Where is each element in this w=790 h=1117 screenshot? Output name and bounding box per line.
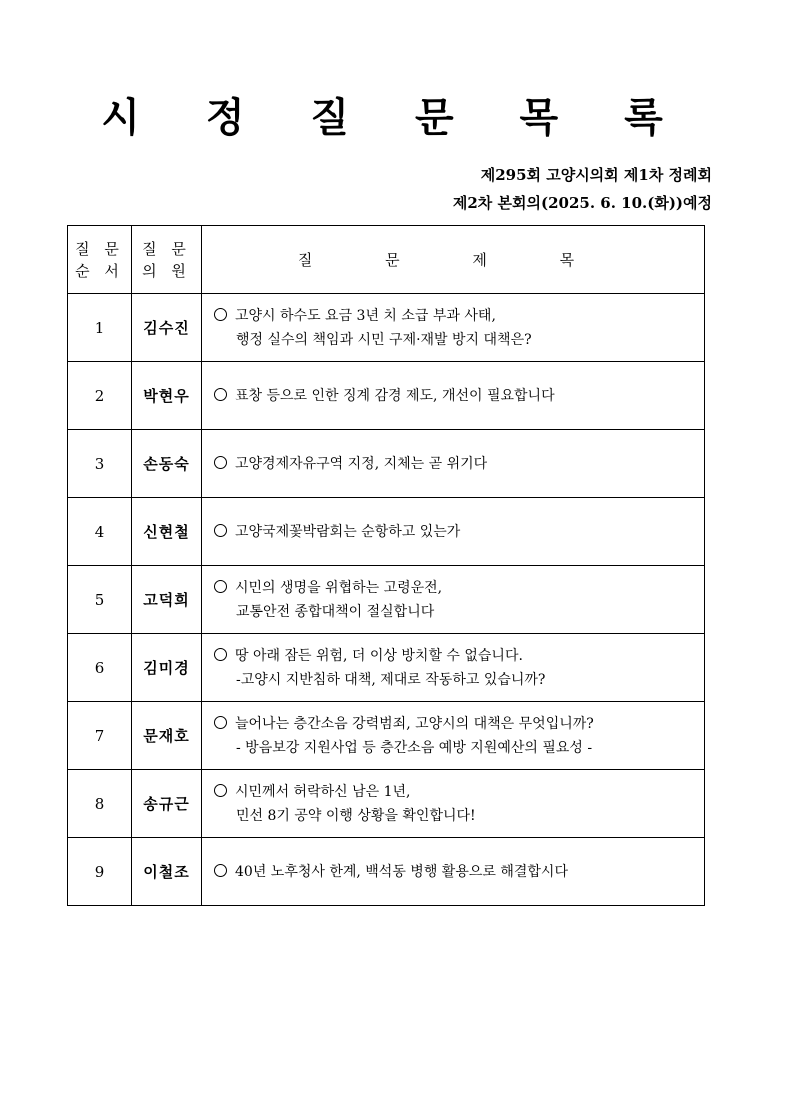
question-title (202, 566, 705, 634)
table-row (68, 294, 705, 362)
member-name: 송규근 (132, 770, 202, 838)
circle-bullet-icon (214, 580, 227, 593)
circle-bullet-icon (214, 388, 227, 401)
question-number: 7 (68, 702, 132, 770)
question-number: 9 (68, 838, 132, 906)
meeting-date: 제2차 본회의(2025. 6. 10.(화))예정 (452, 194, 712, 212)
header-order-line1: 질 문 (75, 239, 124, 258)
header-member-line2: 의 원 (142, 261, 191, 280)
member-name: 신현철 (132, 498, 202, 566)
question-number: 1 (68, 294, 132, 362)
question-title-line: 고양시 하수도 요금 3년 치 소급 부과 사태, (214, 304, 704, 328)
header-order-line2: 순 서 (75, 261, 124, 280)
table-header-row (68, 226, 705, 294)
table-row (68, 702, 705, 770)
circle-bullet-icon (214, 308, 227, 321)
header-member-line1: 질 문 (142, 239, 191, 258)
header-question-title: 질 문 제 목 (202, 226, 705, 294)
question-title-line: 교통안전 종합대책이 절실합니다 (236, 603, 435, 620)
table-row (68, 362, 705, 430)
table-row (68, 770, 705, 838)
question-title-line: -고양시 지반침하 대책, 제대로 작동하고 있습니까? (236, 671, 546, 688)
question-title-line: 시민의 생명을 위협하는 고령운전, (214, 576, 704, 600)
question-number: 4 (68, 498, 132, 566)
question-number: 3 (68, 430, 132, 498)
question-number: 5 (68, 566, 132, 634)
table-row (68, 498, 705, 566)
circle-bullet-icon (214, 524, 227, 537)
circle-bullet-icon (214, 784, 227, 797)
circle-bullet-icon (214, 864, 227, 877)
question-title (202, 838, 705, 906)
table-row (68, 838, 705, 906)
question-number: 2 (68, 362, 132, 430)
session-name: 제295회 고양시의회 제1차 정례회 (480, 166, 712, 184)
header-question-order (68, 226, 132, 294)
question-list-table (67, 225, 705, 906)
question-title (202, 634, 705, 702)
table-row (68, 634, 705, 702)
member-name: 문재호 (132, 702, 202, 770)
member-name: 고덕희 (132, 566, 202, 634)
question-title-line: 땅 아래 잠든 위험, 더 이상 방치할 수 없습니다. (214, 644, 704, 668)
question-title-line: 민선 8기 공약 이행 상황을 확인합니다! (236, 807, 476, 824)
question-title-line: - 방음보강 지원사업 등 층간소음 예방 지원예산의 필요성 - (236, 739, 593, 756)
question-title-line: 고양경제자유구역 지정, 지체는 곧 위기다 (214, 452, 704, 476)
question-number: 8 (68, 770, 132, 838)
question-title (202, 770, 705, 838)
question-title (202, 430, 705, 498)
member-name: 손동숙 (132, 430, 202, 498)
question-title-line: 행정 실수의 책임과 시민 구제·재발 방지 대책은? (236, 331, 532, 348)
member-name: 김수진 (132, 294, 202, 362)
question-title (202, 362, 705, 430)
document-title: 시 정 질 문 목 록 (101, 94, 689, 141)
question-title-line: 40년 노후청사 한계, 백석동 병행 활용으로 해결합시다 (214, 860, 704, 884)
question-title (202, 294, 705, 362)
question-title-line: 늘어나는 층간소음 강력범죄, 고양시의 대책은 무엇입니까? (214, 712, 704, 736)
member-name: 이철조 (132, 838, 202, 906)
question-title (202, 498, 705, 566)
circle-bullet-icon (214, 648, 227, 661)
member-name: 김미경 (132, 634, 202, 702)
table-row (68, 430, 705, 498)
question-title (202, 702, 705, 770)
question-number: 6 (68, 634, 132, 702)
question-title-line: 표창 등으로 인한 징계 감경 제도, 개선이 필요합니다 (214, 384, 704, 408)
header-question-member (132, 226, 202, 294)
question-title-line: 시민께서 허락하신 남은 1년, (214, 780, 704, 804)
question-title-line: 고양국제꽃박람회는 순항하고 있는가 (214, 520, 704, 544)
member-name: 박현우 (132, 362, 202, 430)
table-row (68, 566, 705, 634)
circle-bullet-icon (214, 716, 227, 729)
circle-bullet-icon (214, 456, 227, 469)
